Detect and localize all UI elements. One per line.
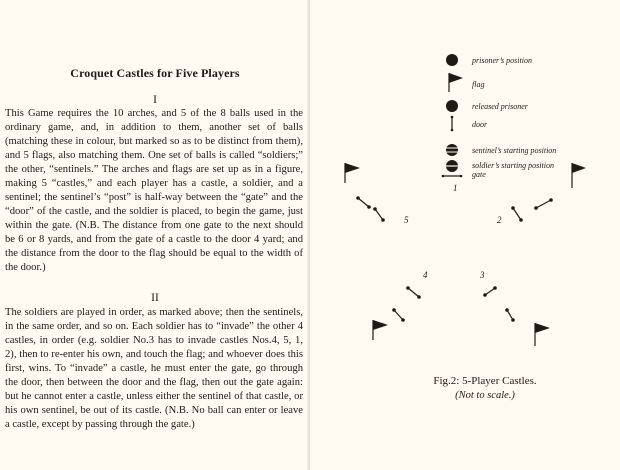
castle-number-5: 5 — [404, 215, 409, 225]
flag-icon — [373, 320, 388, 340]
section-heading-1: I — [153, 94, 157, 106]
flag-icon — [535, 323, 550, 346]
castle-number-1: 1 — [453, 183, 458, 193]
hoop-icon — [506, 309, 514, 321]
hoop-icon — [484, 287, 496, 296]
legend-label-soldier: soldier’s starting position — [472, 161, 554, 170]
ringed-ball-icon — [445, 160, 459, 172]
legend-label-door: door — [472, 120, 488, 129]
hoop-icon — [393, 309, 404, 321]
flag-icon — [345, 163, 360, 183]
striped-ball-icon — [446, 144, 458, 156]
figure-subcaption: (Not to scale.) — [455, 390, 515, 401]
hoop-icon — [512, 207, 522, 221]
hoop-icon — [407, 287, 420, 298]
figure-caption: Fig.2: 5-Player Castles. — [433, 375, 537, 387]
flag-icon — [572, 163, 586, 188]
legend-label-flag: flag — [472, 80, 485, 89]
filled-ball-icon — [446, 54, 458, 66]
legend-label-gate: gate — [472, 170, 486, 179]
hoop-icon — [535, 199, 552, 209]
castle-number-3: 3 — [480, 270, 485, 280]
legend-label-sentinel: sentinel’s starting position — [472, 146, 557, 155]
flag-icon — [449, 73, 463, 92]
hoop-icon — [451, 116, 454, 132]
castle-number-4: 4 — [423, 270, 428, 280]
paragraph-1: This Game requires the 10 arches, and 5 of the 8 balls used in the ordinary game, and, in addition to them, another set of balls (matching these in colour, but marked so as to be distinct from them), and 5 flags, also matching them. One set of balls is called “soldiers;” the other, “sentinels.” The arches and flags are set up as in a figure, making 5 “castles,” and each player has a castle, a soldier, and a sentinel; the sentinel’s “post” is half-way between the “gate” and the “door” of the castle, and the soldier is placed, to begin the game, just within the gate. (N.B. The distance from one gate to the next should be 6 or 8 yards, and from the gate of a castle to the door 4 yard; and the distance from the door to the flag should be equal to the width of the door.) — [5, 108, 303, 273]
hoop-icon — [357, 197, 370, 208]
filled-ball-icon — [446, 100, 458, 112]
paragraph-2: The soldiers are played in order, as marked above; then the sentinels, in the same order, and so on. Each soldier has to “invade” the other 4 castles, in order (e.g. soldier No.3 has to invade castles Nos.4, 5, 1, 2), then to re-enter his own, and touch the flag; and whoever does this first, wins. To “invade” a castle, he must enter the gate, go through the door, then between the door and the flag, then out the gate again: but he cannot enter a castle, unless either the sentinel of that castle, or his own sentinel, be out of its castle. (N.B. No ball can enter or leave a castle, except by passing through the gate.) — [5, 307, 303, 430]
hoop-icon — [374, 208, 384, 221]
section-heading-2: II — [151, 292, 159, 304]
castle-number-2: 2 — [497, 215, 502, 225]
hoop-icon — [442, 175, 463, 178]
page-title: Croquet Castles for Five Players — [70, 66, 240, 80]
legend-label-released-prisoner: released prisoner — [472, 102, 528, 111]
legend-label-prisoner: prisoner’s position — [472, 56, 532, 65]
